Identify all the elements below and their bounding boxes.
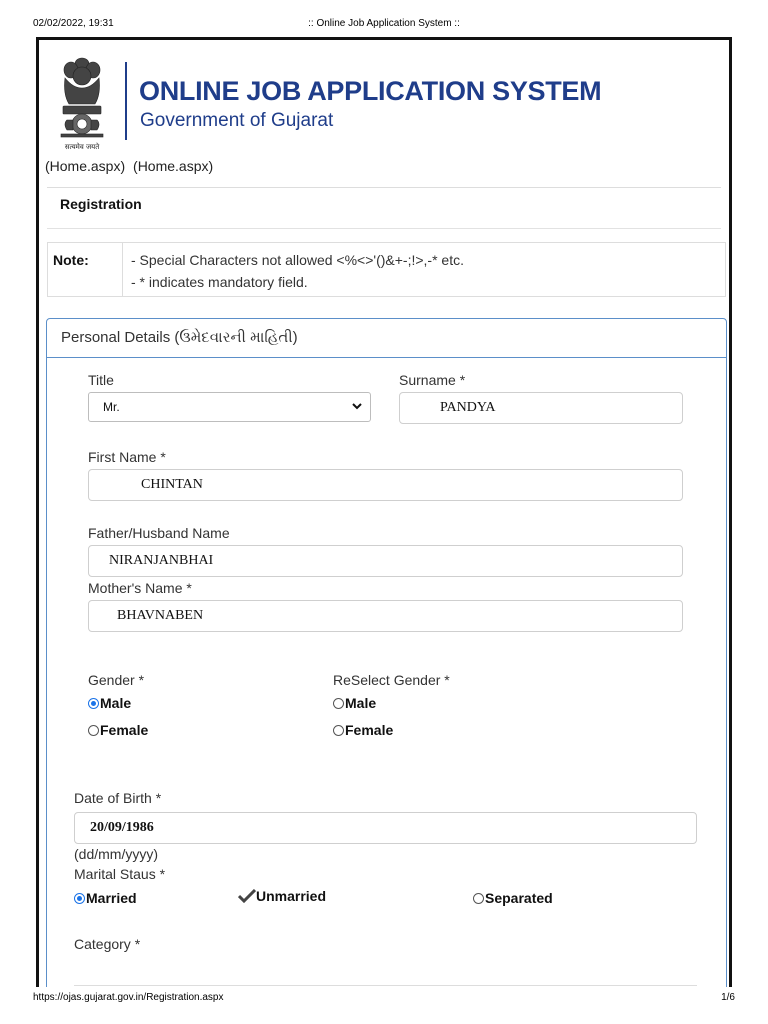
panel-title: Personal Details (ઉમેદવારની માહિતી) xyxy=(61,329,298,346)
print-doc-title: :: Online Job Application System :: xyxy=(308,18,460,29)
marital-status-label: Marital Staus * xyxy=(74,866,166,882)
home-link[interactable]: (Home.aspx) xyxy=(133,158,214,174)
reselect-option-label: Male xyxy=(345,695,377,711)
dob-format-hint: (dd/mm/yyyy) xyxy=(74,846,158,862)
page-title: Registration xyxy=(60,196,142,212)
reselect-gender-label: ReSelect Gender * xyxy=(333,672,450,688)
checkmark-icon xyxy=(238,889,256,903)
personal-details-panel xyxy=(46,318,727,987)
note-text: - Special Characters not allowed <%<>'()&+-;!>,-* etc. xyxy=(131,252,464,268)
home-links xyxy=(45,158,217,174)
print-url: https://ojas.gujarat.gov.in/Registration.aspx xyxy=(33,992,224,1003)
chevron-down-icon xyxy=(350,399,364,413)
gender-female-radio[interactable] xyxy=(88,722,148,738)
page-frame xyxy=(36,37,732,987)
reselect-male-radio[interactable] xyxy=(333,695,376,711)
first-name-label: First Name * xyxy=(88,449,166,465)
marital-option-label: Married xyxy=(86,890,137,906)
note-label: Note: xyxy=(53,252,89,268)
marital-unmarried-radio[interactable] xyxy=(238,888,326,904)
category-field-edge xyxy=(74,985,697,986)
divider xyxy=(47,187,721,188)
reselect-female-radio[interactable] xyxy=(333,722,393,738)
home-link[interactable]: (Home.aspx) xyxy=(45,158,126,174)
gender-option-label: Female xyxy=(100,722,149,738)
marital-option-label: Separated xyxy=(485,890,553,906)
first-name-input[interactable] xyxy=(88,469,683,501)
marital-married-radio[interactable] xyxy=(74,890,137,906)
mother-name-label: Mother's Name * xyxy=(88,580,192,596)
site-subtitle: Government of Gujarat xyxy=(140,110,334,131)
gender-label: Gender * xyxy=(88,672,145,688)
marital-option-label: Unmarried xyxy=(256,888,327,904)
print-header xyxy=(33,18,735,32)
surname-label: Surname * xyxy=(399,372,466,388)
site-title: ONLINE JOB APPLICATION SYSTEM xyxy=(139,76,602,106)
radio-unchecked-icon xyxy=(333,725,344,736)
national-emblem-icon xyxy=(55,54,109,154)
reselect-option-label: Female xyxy=(345,722,394,738)
dob-label: Date of Birth * xyxy=(74,790,162,806)
mother-name-input[interactable] xyxy=(88,600,683,632)
father-name-input[interactable] xyxy=(88,545,683,577)
dob-input[interactable] xyxy=(74,812,697,844)
radio-checked-icon xyxy=(74,893,85,904)
category-label: Category * xyxy=(74,936,141,952)
panel-header xyxy=(47,319,726,358)
father-name-label: Father/Husband Name xyxy=(88,525,230,541)
divider xyxy=(47,228,721,229)
title-select[interactable] xyxy=(88,392,371,422)
emblem-motto: सत्यमेव जयते xyxy=(64,143,100,151)
marital-separated-radio[interactable] xyxy=(473,890,553,906)
print-footer xyxy=(33,992,735,1006)
radio-unchecked-icon xyxy=(88,725,99,736)
radio-unchecked-icon xyxy=(473,893,484,904)
print-page-number: 1/6 xyxy=(721,992,735,1003)
gender-option-label: Male xyxy=(100,695,132,711)
radio-unchecked-icon xyxy=(333,698,344,709)
title-select-value: Mr. xyxy=(103,400,120,414)
radio-checked-icon xyxy=(88,698,99,709)
note-text: - * indicates mandatory field. xyxy=(131,274,308,290)
brand-divider xyxy=(125,62,127,140)
note-divider xyxy=(122,243,123,296)
gender-male-radio[interactable] xyxy=(88,695,131,711)
note-box xyxy=(47,242,726,297)
surname-input[interactable] xyxy=(399,392,683,424)
title-label: Title xyxy=(88,372,114,388)
print-datetime: 02/02/2022, 19:31 xyxy=(33,18,114,29)
